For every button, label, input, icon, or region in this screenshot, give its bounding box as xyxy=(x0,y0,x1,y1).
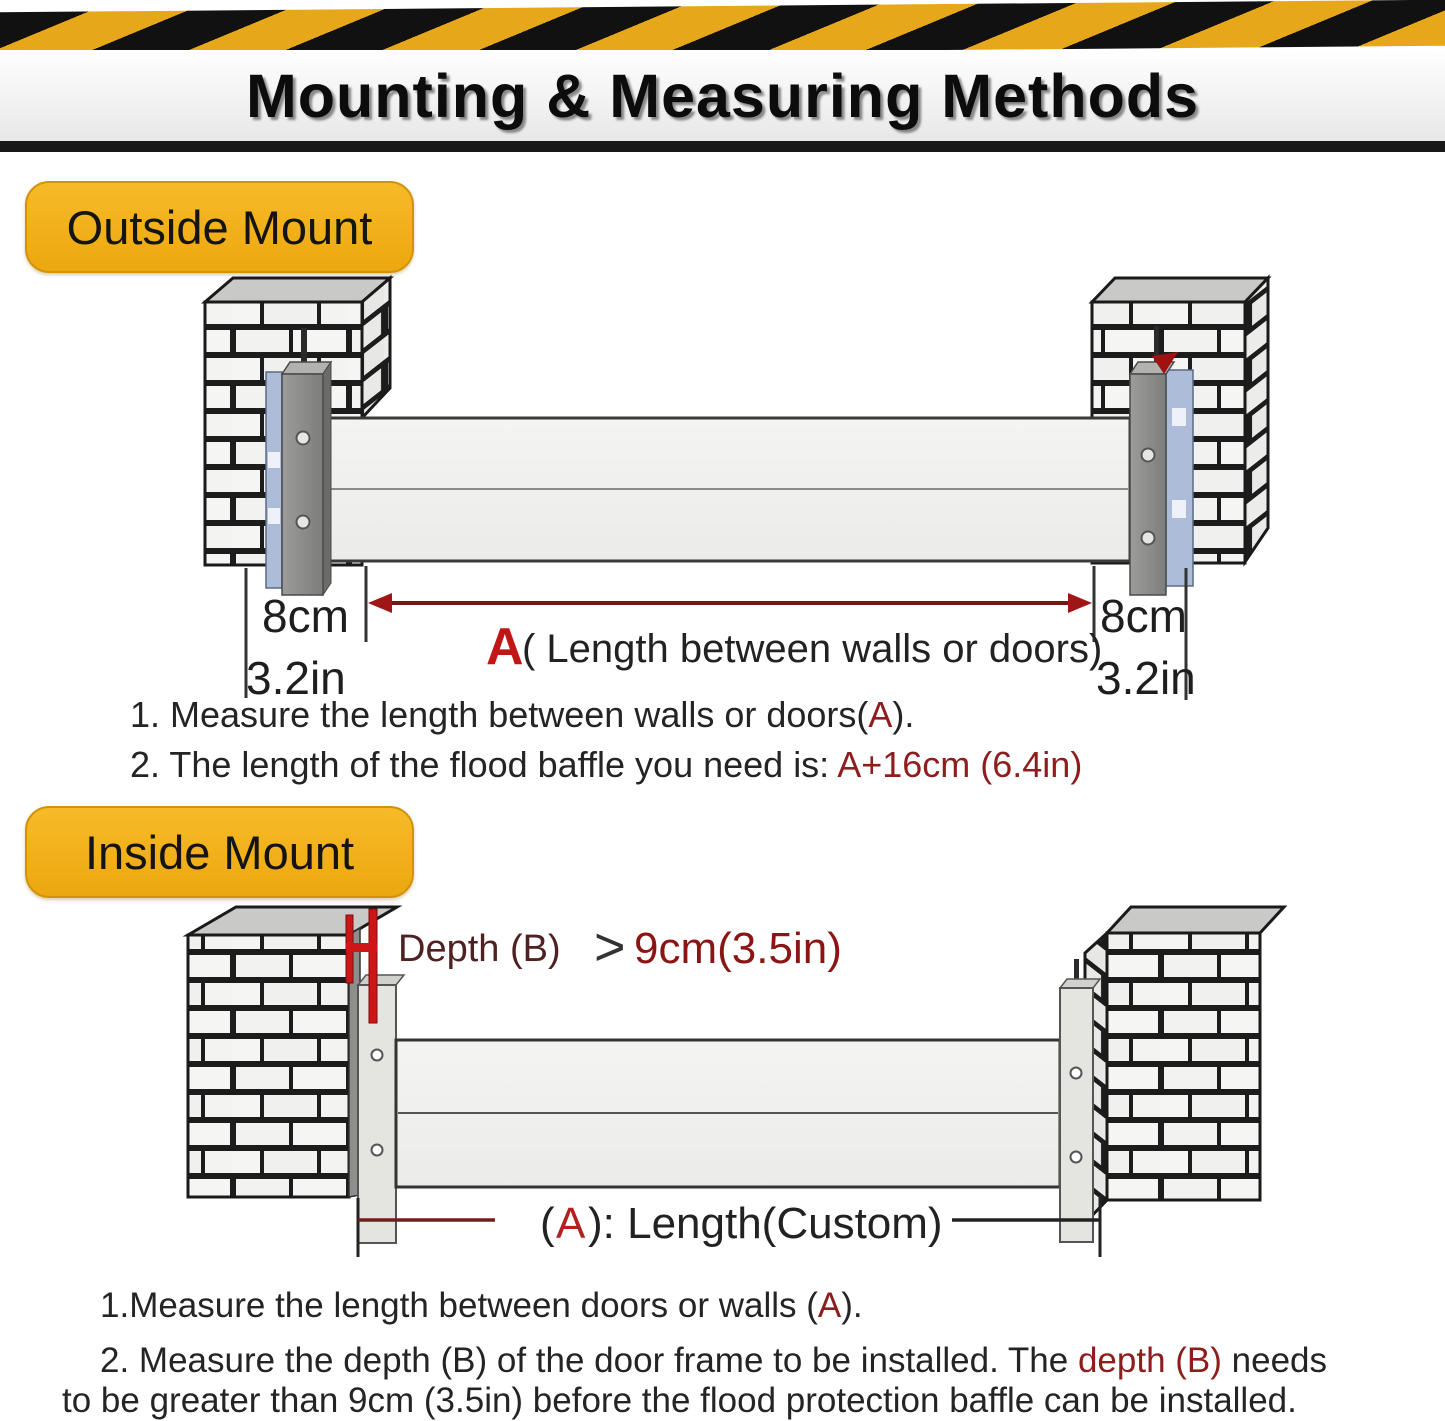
screw xyxy=(1071,1068,1082,1079)
outside-mount-label xyxy=(25,181,414,273)
screw xyxy=(1142,449,1155,462)
inside-mount-label-text: Inside Mount xyxy=(84,825,355,879)
seal-notch xyxy=(1172,500,1186,518)
arrow-head-left-icon xyxy=(368,593,392,613)
pillar-side-face xyxy=(362,278,390,418)
inside-measurements xyxy=(358,1195,1100,1257)
text: 1. Measure the length between walls or doors( xyxy=(130,694,869,735)
arrow-head-right-icon xyxy=(1068,593,1092,613)
length-label-a: A xyxy=(556,1199,586,1248)
pillar-top-face xyxy=(205,278,390,302)
screw xyxy=(1142,532,1155,545)
gauge-bar xyxy=(369,909,377,1023)
pillar-top-face xyxy=(1092,278,1268,302)
depth-label: Depth (B) xyxy=(398,928,561,970)
channel-body xyxy=(1060,988,1093,1242)
title-band xyxy=(0,50,1445,142)
flood-barrier-panel xyxy=(323,418,1130,561)
screw xyxy=(372,1050,383,1061)
length-label-pre: ( xyxy=(540,1199,555,1248)
left-offset-inch: 3.2in xyxy=(246,652,346,700)
greater-than-sign: > xyxy=(594,917,626,977)
header-banner xyxy=(0,0,1445,154)
pillar-front-face xyxy=(188,935,349,1197)
span-label-a: A xyxy=(486,618,524,676)
depth-value: 9cm(3.5in) xyxy=(634,924,842,973)
text: needs xyxy=(1221,1341,1328,1380)
text: ). xyxy=(841,1286,863,1325)
inside-mount-label xyxy=(25,806,414,898)
channel-top-bevel xyxy=(1060,979,1100,988)
seal-notch xyxy=(268,452,280,468)
flood-barrier-panel xyxy=(396,1040,1060,1187)
screw xyxy=(372,1145,383,1156)
red-a: A xyxy=(868,694,893,735)
outside-instruction-1 xyxy=(130,694,914,736)
page-title: Mounting & Measuring Methods xyxy=(245,62,1200,130)
outside-mount-label-text: Outside Mount xyxy=(66,200,373,254)
pillar-top-face xyxy=(188,907,397,935)
header-divider-bar xyxy=(0,141,1445,152)
seal-strip xyxy=(1166,370,1193,586)
inside-instruction-1 xyxy=(100,1286,863,1326)
depth-note xyxy=(398,917,842,977)
red-depth: depth (B) xyxy=(1077,1341,1222,1380)
screw xyxy=(1071,1152,1082,1163)
pillar-top-face xyxy=(1107,907,1284,933)
text: ). xyxy=(892,694,915,735)
text: 1.Measure the length between doors or walls ( xyxy=(100,1286,818,1325)
outside-mount-diagram xyxy=(0,270,1445,700)
channel-edge xyxy=(323,362,331,595)
pillar-side-face xyxy=(1245,278,1268,562)
inside-instruction-2-cont xyxy=(62,1381,1297,1421)
channel-body xyxy=(358,985,396,1243)
channel-body xyxy=(1130,374,1166,595)
text: to be greater than 9cm (3.5in) before the flood protection baffle can be installed. xyxy=(62,1381,1297,1420)
channel-top-bevel xyxy=(358,975,404,985)
inside-instruction-2 xyxy=(100,1341,1327,1381)
red-a: A xyxy=(817,1286,842,1325)
right-offset-inch: 3.2in xyxy=(1096,652,1196,700)
screw xyxy=(297,432,310,445)
inside-mount-diagram xyxy=(0,895,1445,1275)
text: 2. The length of the flood baffle you need is: xyxy=(130,744,838,785)
seal-strip xyxy=(266,372,282,588)
outside-measurements xyxy=(246,566,1196,700)
red-formula: A+16cm (6.4in) xyxy=(837,744,1083,785)
text: 2. Measure the depth (B) of the door frame to be installed. The xyxy=(100,1341,1078,1380)
inside-right-pillar xyxy=(1085,907,1284,1223)
channel-body xyxy=(282,374,323,595)
screw xyxy=(297,516,310,529)
pillar-front-face xyxy=(1107,933,1260,1200)
right-offset-cm: 8cm xyxy=(1100,590,1187,642)
left-offset-cm: 8cm xyxy=(262,590,349,642)
inside-right-channel xyxy=(1060,959,1100,1242)
seal-notch xyxy=(1172,408,1186,426)
length-label-rest: ): Length(Custom) xyxy=(588,1199,943,1248)
outside-instruction-2 xyxy=(130,744,1082,786)
seal-notch xyxy=(268,508,280,524)
gauge-crossbar xyxy=(346,943,377,952)
span-label-text: ( Length between walls or doors) xyxy=(522,627,1103,671)
